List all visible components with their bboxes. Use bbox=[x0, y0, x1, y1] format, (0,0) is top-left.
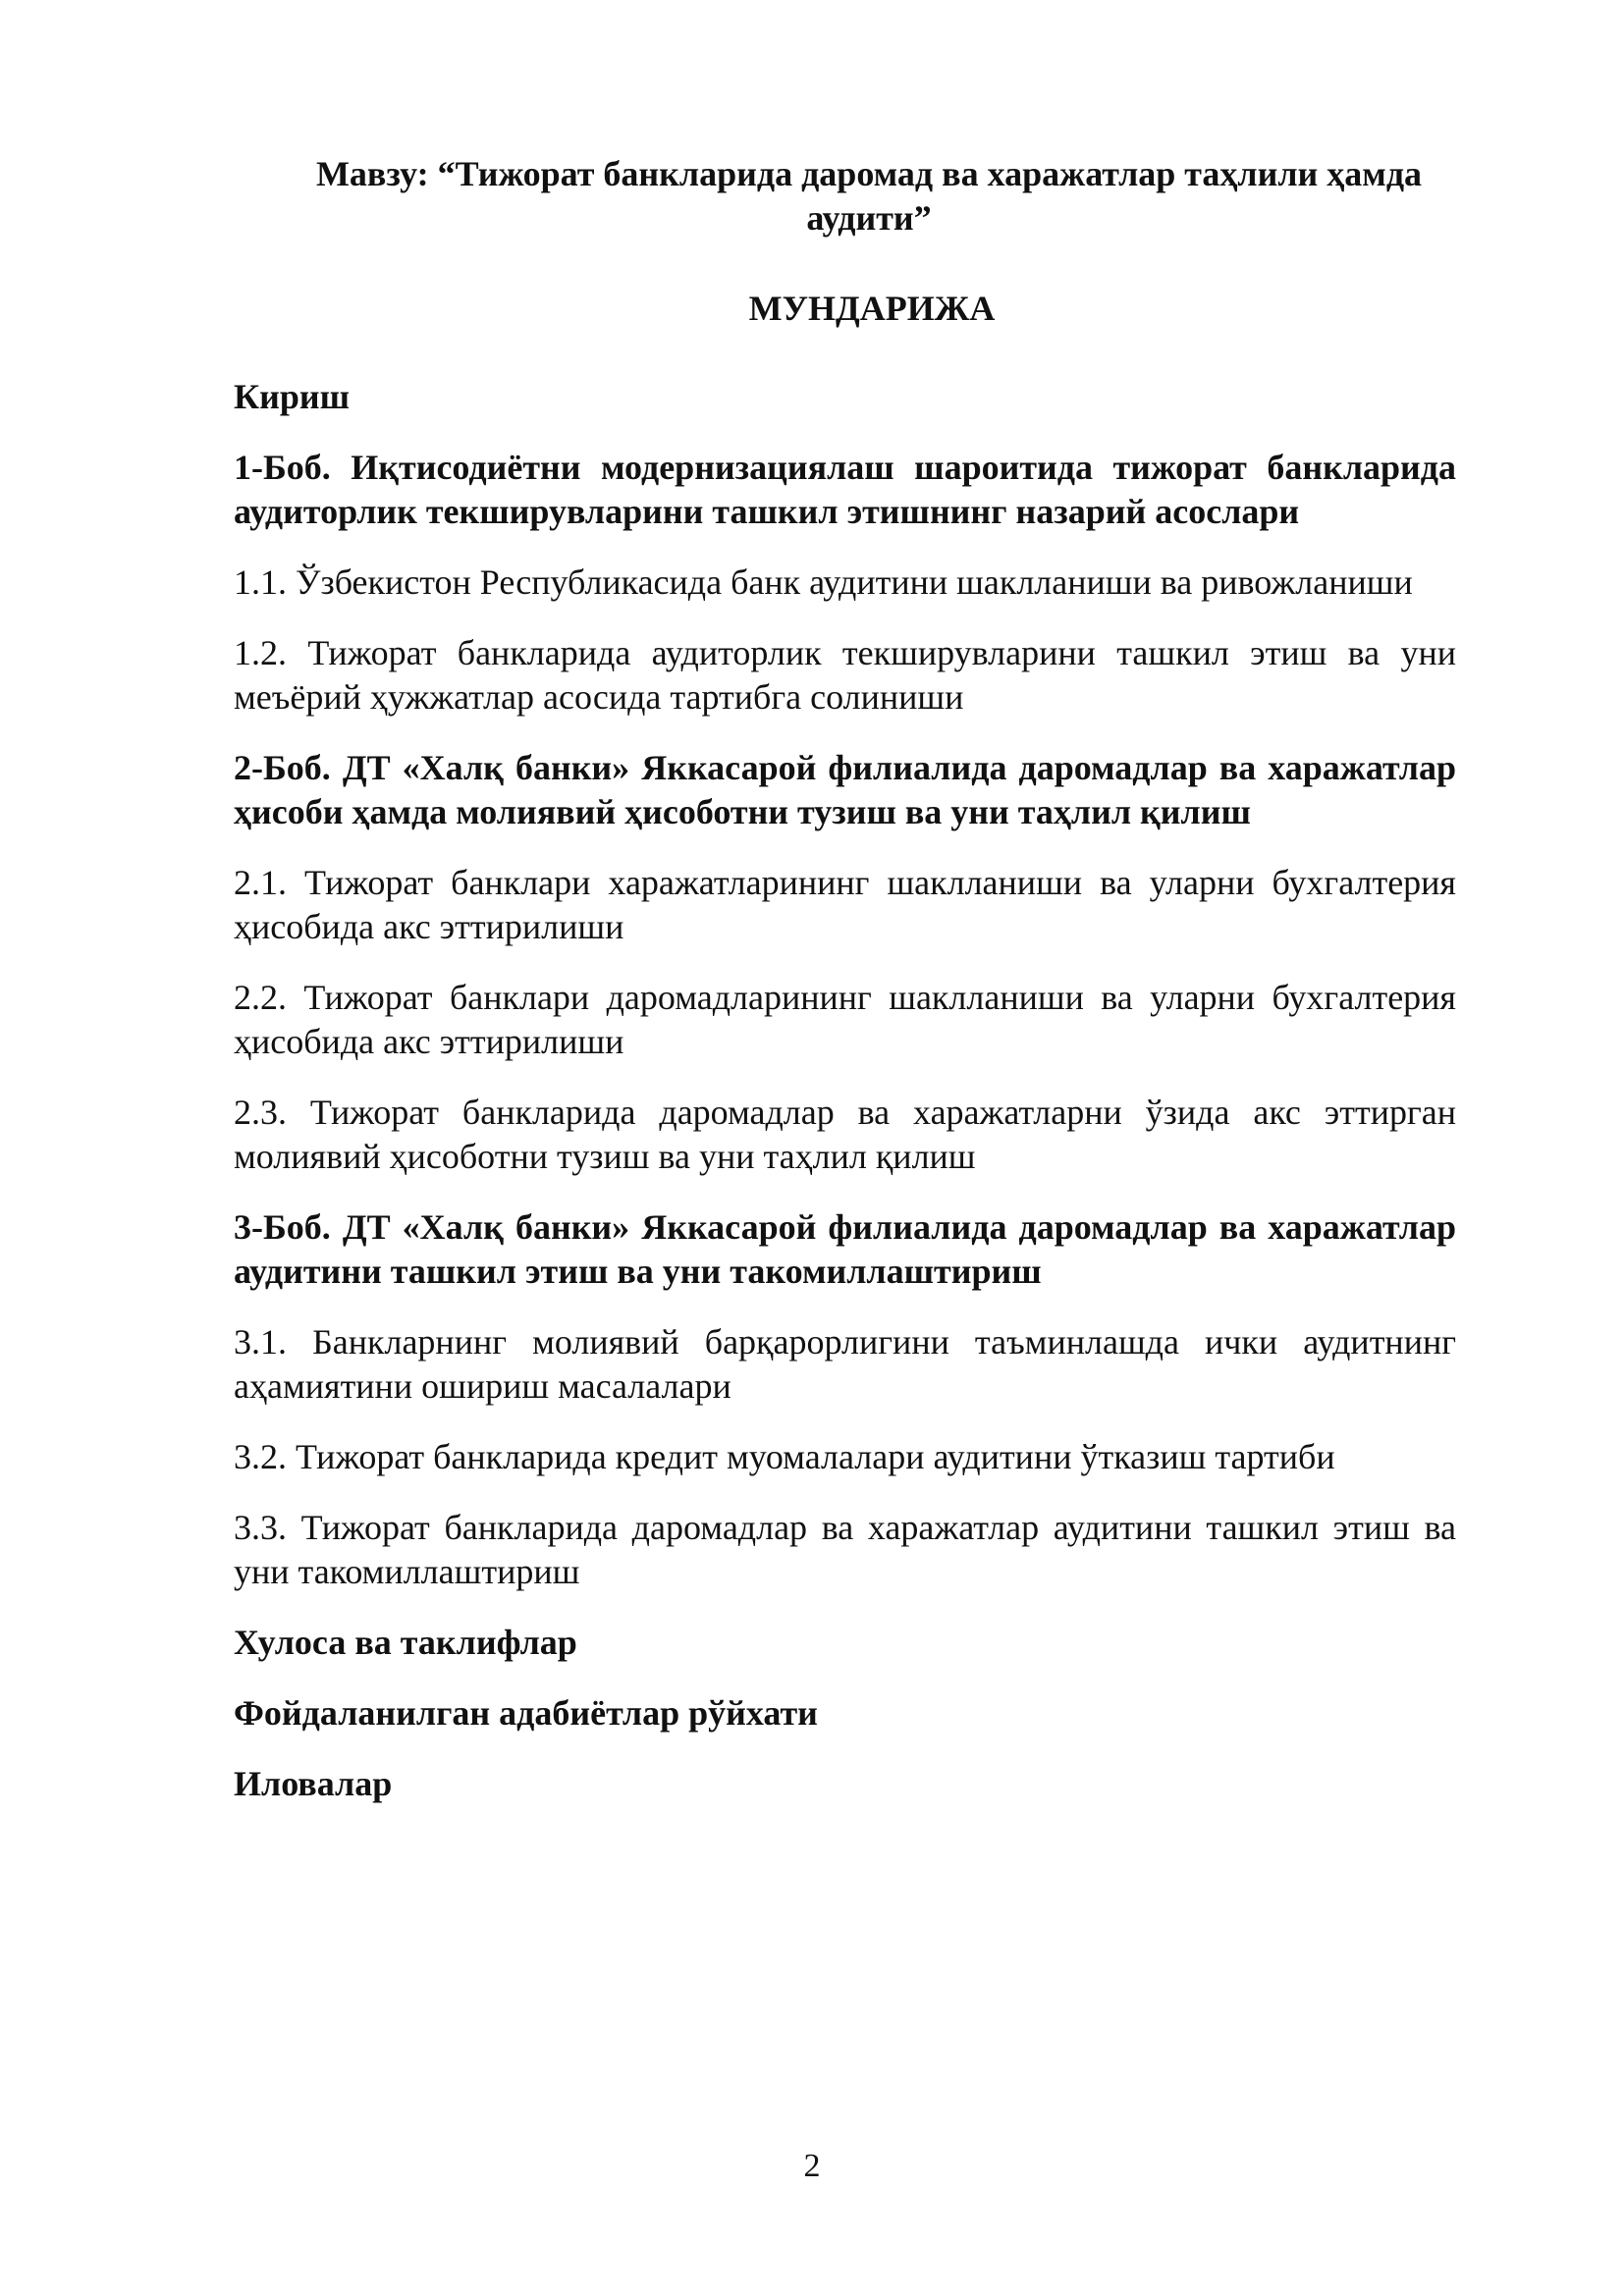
toc-entry-appendices: Иловалар bbox=[234, 1764, 393, 1803]
toc-entry-section-1-1: 1.1. Ўзбекистон Республикасида банк аудитини шаклланиши ва ривожланиши bbox=[234, 562, 1413, 602]
toc-entry-section-2-3: 2.3. Тижорат банкларида даромадлар ва харажатларни ўзида акс эттирган молиявий ҳисоботни тузиш ва уни таҳлил қилиш bbox=[234, 1093, 1456, 1176]
toc-entry-section-2-2: 2.2. Тижорат банклари даромадларининг шаклланиши ва уларни бухгалтерия ҳисобида акс эттирилиши bbox=[234, 978, 1456, 1061]
document-topic-title: Мавзу: “Тижорат банкларида даромад ва харажатлар таҳлили ҳамда аудити” bbox=[315, 154, 1423, 238]
toc-entry-section-2-1: 2.1. Тижорат банклари харажатларининг шаклланиши ва уларни бухгалтерия ҳисобида акс эттирилиши bbox=[234, 863, 1456, 946]
table-of-contents bbox=[234, 375, 1456, 1833]
toc-entry-chapter-3: 3-Боб. ДТ «Халқ банки» Яккасарой филиалида даромадлар ва харажатлар аудитини ташкил этиш ва уни такомиллаштириш bbox=[234, 1207, 1456, 1291]
page-number: 2 bbox=[803, 2148, 821, 2184]
toc-entry-section-3-2: 3.2. Тижорат банкларида кредит муомалалари аудитини ўтказиш тартиби bbox=[234, 1437, 1335, 1476]
toc-entry-conclusions: Хулоса ва таклифлар bbox=[234, 1623, 577, 1662]
toc-entry-chapter-1: 1-Боб. Иқтисодиётни модернизациялаш шароитида тижорат банкларида аудиторлик текширувларини ташкил этишнинг назарий асослари bbox=[234, 448, 1456, 531]
toc-entry-chapter-2: 2-Боб. ДТ «Халқ банки» Яккасарой филиалида даромадлар ва харажатлар ҳисоби ҳамда молиявий ҳисоботни тузиш ва уни таҳлил қилиш bbox=[234, 748, 1456, 831]
toc-entry-introduction: Кириш bbox=[234, 377, 351, 416]
toc-entry-section-3-3: 3.3. Тижорат банкларида даромадлар ва харажатлар аудитини ташкил этиш ва уни такомиллаштириш bbox=[234, 1508, 1456, 1591]
toc-entry-references: Фойдаланилган адабиётлар рўйхати bbox=[234, 1693, 818, 1733]
toc-entry-section-1-2: 1.2. Тижорат банкларида аудиторлик текширувларини ташкил этиш ва уни меъёрий ҳужжатлар асосида тартибга солиниши bbox=[234, 633, 1456, 717]
toc-entry-section-3-1: 3.1. Банкларнинг молиявий барқарорлигини таъминлашда ички аудитнинг аҳамиятини ошириш масалалари bbox=[234, 1322, 1456, 1406]
table-of-contents-heading: МУНДАРИЖА bbox=[748, 289, 996, 328]
